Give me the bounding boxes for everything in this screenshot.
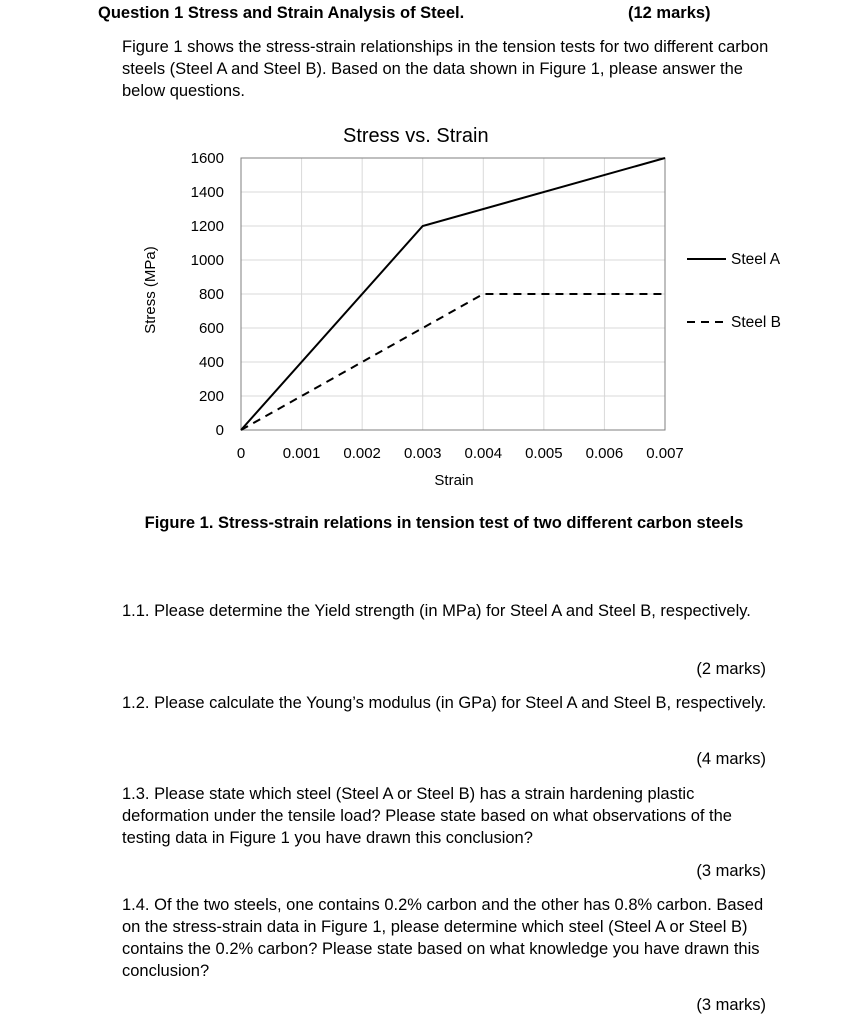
question-total-marks: (12 marks)	[628, 4, 711, 22]
question-1-4: 1.4. Of the two steels, one contains 0.2% carbon and the other has 0.8% carbon. Based on the stress-strain data in Figure 1, please determine which steel (Steel A or Steel B) contains the 0.2% carbon? Please state based on what knowledge you have drawn this conclusion?	[122, 896, 764, 980]
x-axis-label: Strain	[434, 472, 474, 489]
question-title: Question 1 Stress and Strain Analysis of Steel.	[98, 4, 465, 22]
x-tick-label: 0.005	[525, 445, 563, 462]
x-tick-label: 0.003	[403, 445, 442, 462]
question-1-2-marks: (4 marks)	[696, 750, 766, 768]
y-tick-label: 400	[198, 354, 224, 371]
question-1-1: 1.1. Please determine the Yield strength (in MPa) for Steel A and Steel B, respectively.	[122, 602, 751, 620]
x-tick-label: 0.007	[646, 445, 684, 462]
x-tick-label: 0.002	[343, 445, 381, 462]
legend-label-steel-a: Steel A	[731, 251, 781, 268]
y-tick-label: 800	[198, 286, 224, 303]
y-tick-label: 0	[215, 422, 224, 439]
y-tick-label: 1000	[190, 252, 224, 269]
x-tick-label: 0	[236, 445, 246, 462]
y-tick-label: 200	[198, 388, 224, 405]
y-tick-label: 1200	[190, 218, 224, 235]
stress-strain-chart	[0, 0, 844, 500]
chart-title: Stress vs. Strain	[343, 125, 489, 147]
question-1-4-marks: (3 marks)	[696, 996, 766, 1014]
intro-paragraph: Figure 1 shows the stress-strain relationships in the tension tests for two different carbon steels (Steel A and Steel B). Based on the data shown in Figure 1, please answer the below questions.	[122, 38, 769, 100]
figure-caption: Figure 1. Stress-strain relations in tension test of two different carbon steels	[144, 514, 744, 532]
x-tick-label: 0.001	[282, 445, 321, 462]
question-1-2: 1.2. Please calculate the Young’s modulus (in GPa) for Steel A and Steel B, respectively.	[122, 694, 767, 712]
y-axis-label: Stress (MPa)	[142, 246, 159, 334]
question-1-1-marks: (2 marks)	[696, 660, 766, 678]
x-tick-label: 0.004	[464, 445, 503, 462]
x-tick-label: 0.006	[585, 445, 624, 462]
legend-label-steel-b: Steel B	[731, 314, 781, 331]
y-tick-label: 1600	[190, 150, 224, 167]
y-tick-label: 1400	[190, 184, 224, 201]
question-1-3: 1.3. Please state which steel (Steel A or Steel B) has a strain hardening plastic deformation under the tensile load? Please state based on what observations of the testing data in Figure 1 you have drawn this conclusion?	[122, 785, 732, 847]
question-1-3-marks: (3 marks)	[696, 862, 766, 880]
y-tick-label: 600	[198, 320, 224, 337]
